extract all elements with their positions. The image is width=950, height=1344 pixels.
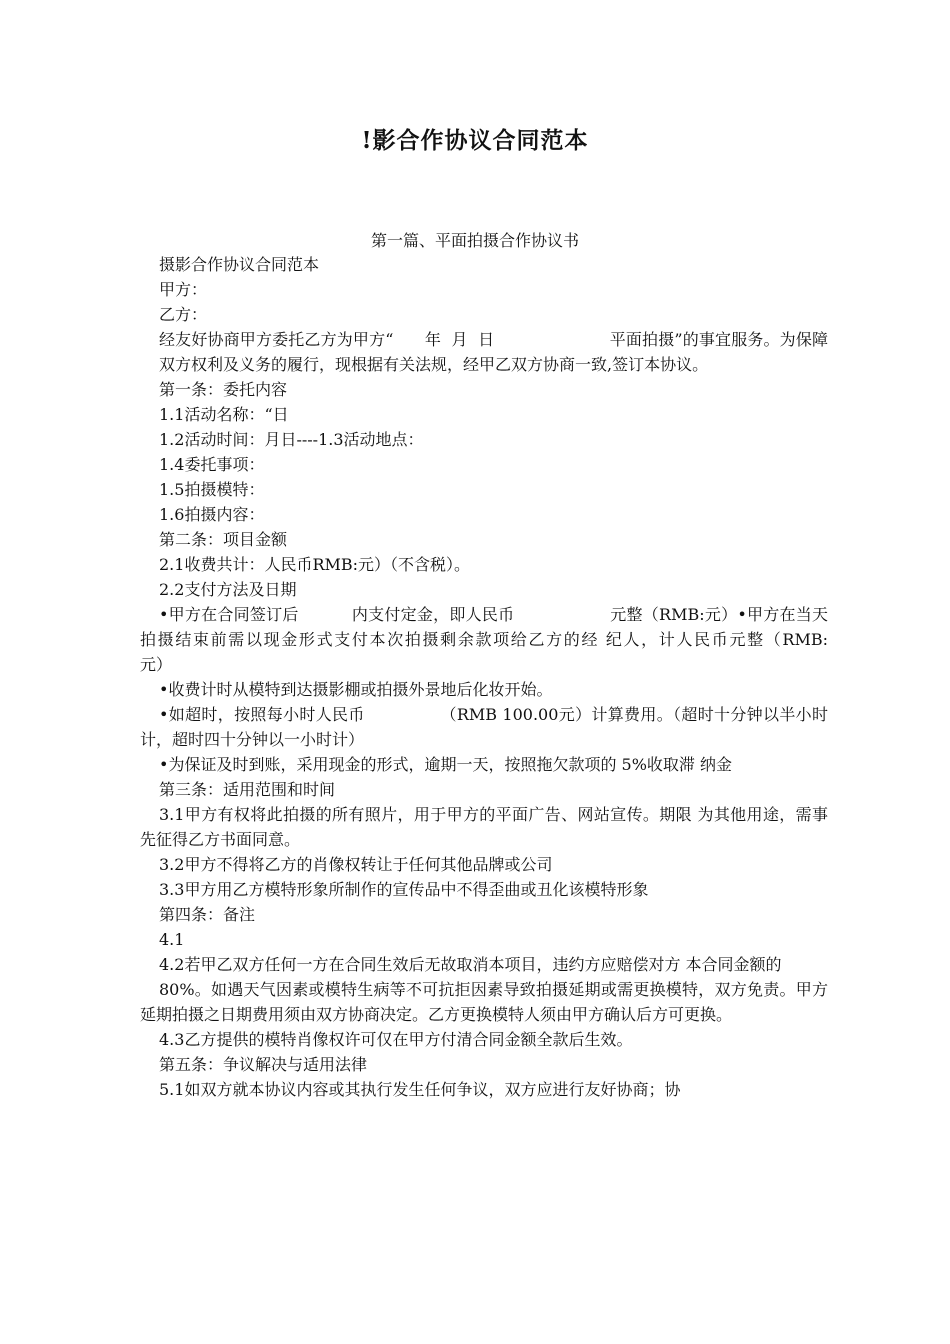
paragraph: •收费计时从模特到达摄影棚或拍摄外景地后化妆开始。 [159, 680, 553, 699]
paragraph: 2.1收费共计：人民币RMB:元）（不含税）。 [159, 555, 471, 574]
paragraph: •甲方在合同签订后 内支付定金，即人民币 元整（RMB:元）•甲方在当天拍摄结束前需以现金形式支付本次拍摄剩余款项给乙方的经 纪人，计人民币元整（RMB: 元） [140, 605, 920, 674]
paragraph: 1.1活动名称：“日 [159, 405, 289, 424]
paragraph: •如超时，按照每小时人民币 （RMB 100.00元）计算费用。（超时十分钟以半小时计，超时四十分钟以一小时计） [140, 705, 828, 749]
paragraph: •为保证及时到账，采用现金的形式，逾期一天，按照拖欠款项的 5%收取滞 纳金 [159, 755, 732, 774]
section-heading: 第一篇、平面拍摄合作协议书 [370, 231, 579, 250]
document-body [140, 252, 920, 1102]
paragraph: 1.4委托事项： [159, 455, 265, 474]
paragraph: 摄影合作协议合同范本 [159, 255, 320, 274]
paragraph: 经友好协商甲方委托乙方为甲方“ 年 月 日 平面拍摄”的事宜服务。为保障双方权利及义务的履行，现根据有关法规，经甲乙双方协商一致,签订本协议。 [159, 330, 828, 374]
article-heading: 第四条：备注 [159, 905, 256, 924]
paragraph: 3.2甲方不得将乙方的肖像权转让于任何其他品牌或公司 [159, 855, 553, 874]
paragraph: 3.1甲方有权将此拍摄的所有照片，用于甲方的平面广告、网站宣传。期限 为其他用途，需事先征得乙方书面同意。 [140, 805, 828, 849]
article-heading: 第三条：适用范围和时间 [159, 780, 336, 799]
paragraph: 4.1 [159, 930, 185, 949]
document-title: !影合作协议合同范本 [361, 127, 589, 154]
paragraph: 1.6拍摄内容： [159, 505, 265, 524]
paragraph: 2.2支付方法及日期 [159, 580, 297, 599]
article-heading: 第一条：委托内容 [159, 380, 288, 399]
paragraph: 甲方： [159, 280, 208, 299]
paragraph: 乙方： [159, 305, 208, 324]
paragraph: 1.5拍摄模特： [159, 480, 265, 499]
paragraph: 1.2活动时间：月日----1.3活动地点： [159, 430, 424, 449]
paragraph: 4.3乙方提供的模特肖像权许可仅在甲方付清合同金额全款后生效。 [159, 1030, 633, 1049]
article-heading: 第二条：项目金额 [159, 530, 288, 549]
article-heading: 第五条：争议解决与适用法律 [159, 1055, 368, 1074]
paragraph: 3.3甲方用乙方模特形象所制作的宣传品中不得歪曲或丑化该模特形象 [159, 880, 649, 899]
paragraph: 5.1如双方就本协议内容或其执行发生任何争议，双方应进行友好协商；协 [159, 1080, 681, 1099]
paragraph: 4.2若甲乙双方任何一方在合同生效后无故取消本项目，违约方应赔偿对方 本合同金额的 [159, 955, 782, 974]
paragraph: 80%。如遇天气因素或模特生病等不可抗拒因素导致拍摄延期或需更换模特，双方免责。甲方延期拍摄之日期费用须由双方协商决定。乙方更换模特人须由甲方确认后方可更换。 [140, 980, 828, 1024]
